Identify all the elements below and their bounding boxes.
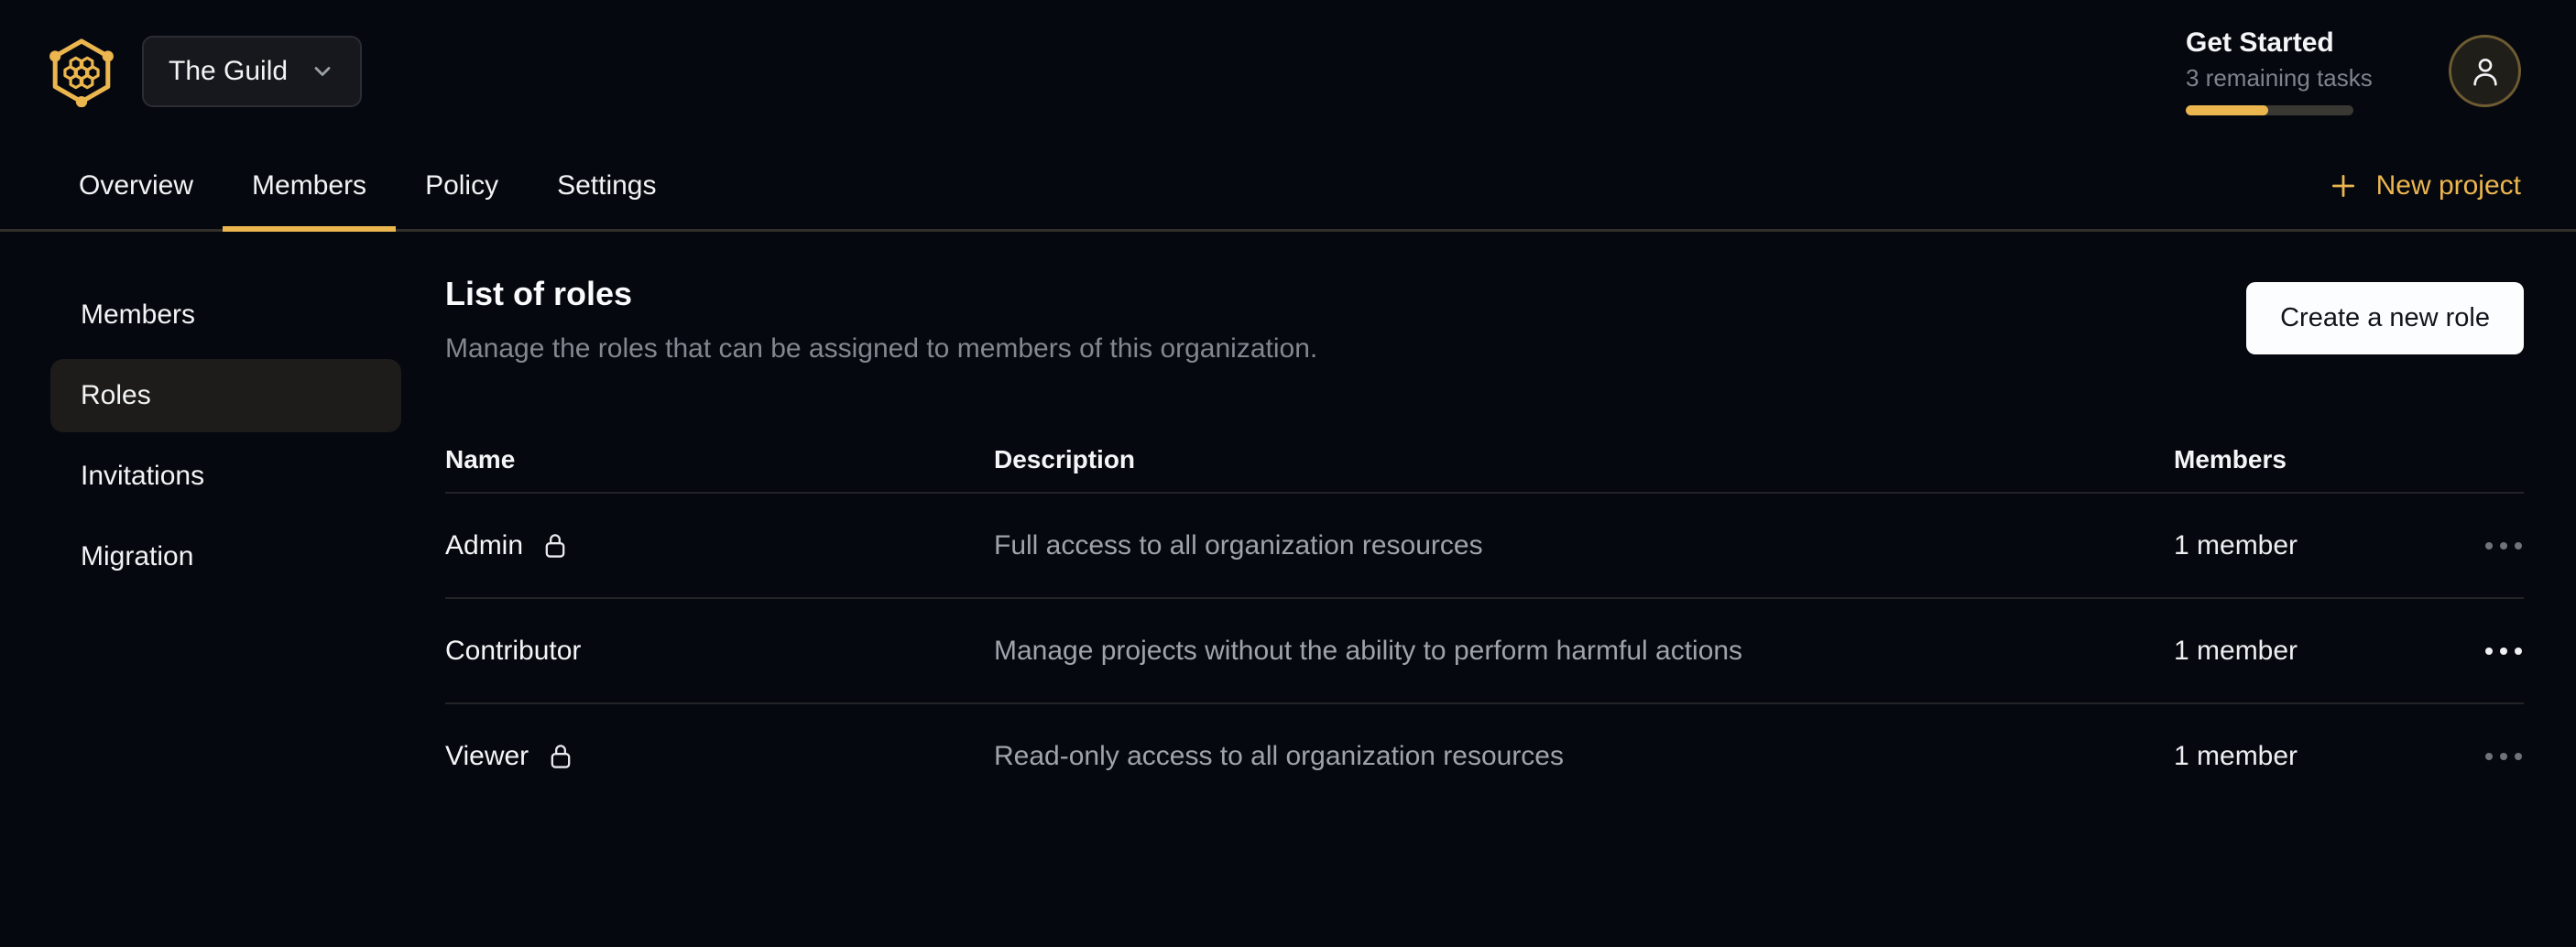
tab-members-label: Members	[252, 169, 367, 201]
role-actions-cell	[2455, 747, 2524, 766]
table-row-viewer	[445, 702, 2524, 808]
role-name: Admin	[445, 529, 524, 561]
org-selector-button[interactable]	[142, 36, 362, 107]
user-avatar[interactable]	[2449, 35, 2521, 107]
get-started-title: Get Started	[2186, 27, 2334, 58]
role-members-count: 1 member	[2174, 740, 2298, 771]
get-started-progress-fill	[2186, 105, 2268, 115]
role-name: Contributor	[445, 635, 582, 666]
org-tabbar	[0, 142, 2576, 232]
tab-policy[interactable]	[396, 142, 528, 229]
get-started-remaining-tasks: 3 remaining tasks	[2186, 63, 2373, 92]
column-header-members: Members	[2174, 444, 2287, 474]
role-description: Manage projects without the ability to perform harmful actions	[994, 635, 1743, 666]
roles-table-body	[445, 492, 2524, 808]
tab-policy-label: Policy	[425, 169, 499, 201]
sidebar-item-label: Members	[81, 299, 196, 330]
create-role-button[interactable]: Create a new role	[2246, 282, 2524, 354]
table-row-admin	[445, 492, 2524, 597]
role-description: Full access to all organization resources	[994, 529, 1483, 561]
column-header-name: Name	[445, 444, 516, 474]
tab-settings-label: Settings	[557, 169, 657, 201]
row-menu-ellipsis-icon[interactable]	[2483, 642, 2524, 660]
row-menu-ellipsis-icon[interactable]	[2483, 747, 2524, 766]
sidebar-item-label: Invitations	[81, 461, 205, 491]
roles-table	[445, 427, 2524, 808]
column-header-description: Description	[994, 444, 1136, 474]
role-name: Viewer	[445, 740, 529, 771]
new-project-label: New project	[2375, 169, 2521, 201]
sidebar-item-invitations[interactable]	[50, 440, 401, 513]
roles-heading-block	[445, 275, 1317, 365]
role-name-cell	[445, 741, 994, 772]
role-name-cell	[445, 636, 994, 667]
lock-icon	[542, 531, 568, 560]
role-actions-cell	[2455, 537, 2524, 555]
role-members-count: 1 member	[2174, 635, 2298, 666]
plus-icon	[2329, 171, 2358, 201]
chevron-down-icon	[310, 59, 335, 84]
table-row-contributor	[445, 597, 2524, 702]
tab-settings[interactable]	[528, 142, 685, 229]
tab-overview-label: Overview	[79, 169, 194, 201]
tab-overview[interactable]	[49, 142, 223, 229]
sidebar-item-label: Migration	[81, 541, 194, 571]
role-description: Read-only access to all organization resources	[994, 740, 1564, 771]
roles-table-header	[445, 427, 2524, 492]
tab-members[interactable]	[223, 142, 396, 229]
new-project-button[interactable]	[2329, 142, 2521, 229]
role-name-cell	[445, 530, 994, 561]
page-subtitle: Manage the roles that can be assigned to members of this organization.	[445, 333, 1318, 364]
row-menu-ellipsis-icon[interactable]	[2483, 537, 2524, 555]
page-body	[0, 232, 2576, 808]
roles-panel-header	[445, 275, 2524, 365]
sidebar-item-members[interactable]	[50, 278, 401, 352]
roles-panel	[401, 232, 2576, 808]
get-started-progress-track	[2186, 105, 2353, 115]
sidebar-item-migration[interactable]	[50, 520, 401, 593]
sidebar-item-label: Roles	[81, 380, 151, 410]
get-started-widget[interactable]	[2186, 27, 2373, 115]
person-icon	[2467, 53, 2504, 90]
members-sidebar	[0, 232, 401, 808]
role-actions-cell	[2455, 642, 2524, 660]
org-selector-label: The Guild	[169, 55, 289, 86]
page-title: List of roles	[445, 275, 633, 312]
role-members-count: 1 member	[2174, 529, 2298, 561]
sidebar-item-roles[interactable]	[50, 359, 401, 432]
lock-icon	[548, 742, 573, 770]
top-header	[0, 0, 2576, 142]
hive-logo-icon	[49, 36, 115, 107]
